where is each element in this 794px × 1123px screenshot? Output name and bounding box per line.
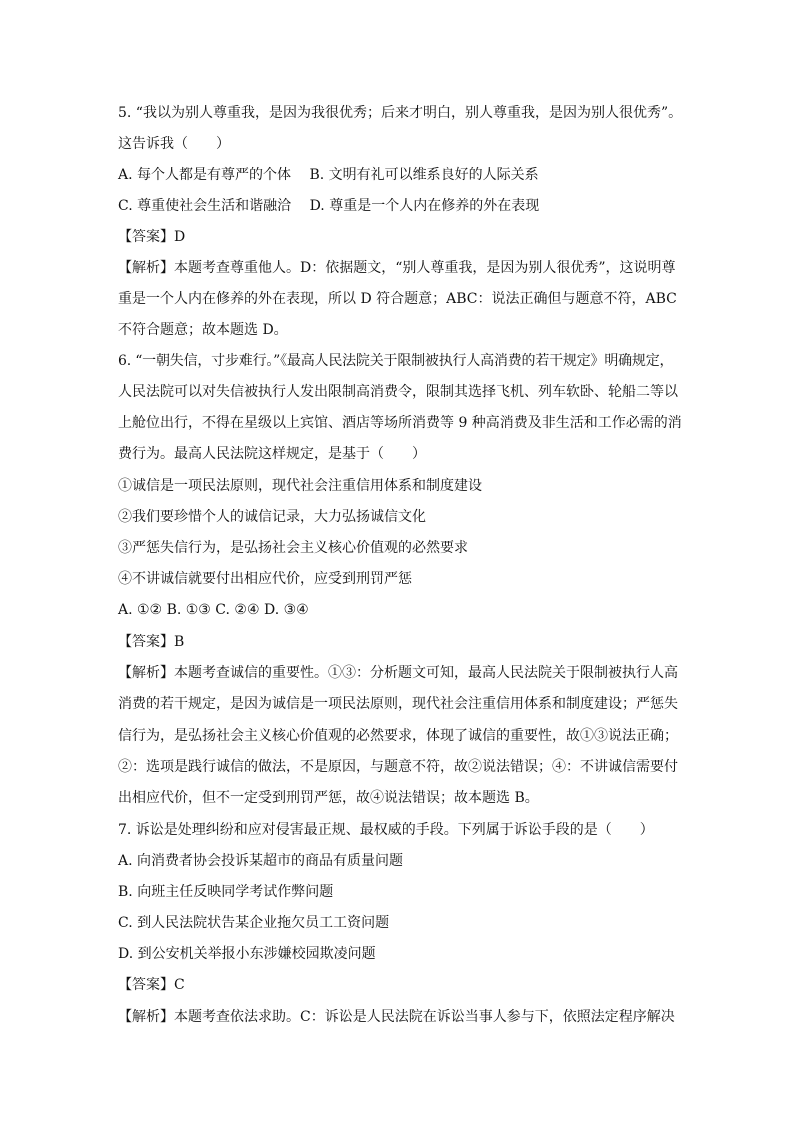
- q6-analysis-line-4: ②：选项是践行诚信的做法，不是原因，与题意不符，故②说法错误；④：不讲诚信需要付: [118, 759, 678, 775]
- q7-option-a: A. 向消费者协会投诉某超市的商品有质量问题: [118, 853, 404, 869]
- q5-options-ab: A. 每个人都是有尊严的个体 B. 文明有礼可以维系良好的人际关系: [118, 167, 539, 183]
- q7-stem-line-1: 7. 诉讼是处理纠纷和应对侵害最正规、最权威的手段。下列属于诉讼手段的是（ ）: [118, 822, 654, 838]
- q5-answer: 【答案】D: [118, 229, 186, 245]
- q6-item-3: ③严惩失信行为，是弘扬社会主义核心价值观的必然要求: [118, 540, 468, 556]
- q7-option-d: D. 到公安机关举报小东涉嫌校园欺凌问题: [118, 946, 376, 962]
- q7-option-c: C. 到人民法院状告某企业拖欠员工工资问题: [118, 915, 390, 931]
- q6-options: A. ①② B. ①③ C. ②④ D. ③④: [118, 602, 309, 618]
- q6-analysis-line-3: 信行为，是弘扬社会主义核心价值观的必然要求，体现了诚信的重要性，故①③说法正确；: [118, 728, 678, 744]
- q7-analysis-line-1: 【解析】本题考查依法求助。C：诉讼是人民法院在诉讼当事人参与下，依照法定程序解决: [118, 1009, 675, 1025]
- q5-analysis-line-2: 重是一个人内在修养的外在表现，所以 D 符合题意；ABC：说法正确但与题意不符，ABC: [118, 291, 677, 307]
- q6-analysis-line-5: 出相应代价，但不一定受到刑罚严惩，故④说法错误；故本题选 B。: [118, 790, 539, 806]
- q6-item-1: ①诚信是一项民法原则，现代社会注重信用体系和制度建设: [118, 478, 482, 494]
- q6-analysis-line-1: 【解析】本题考查诚信的重要性。①③：分析题文可知，最高人民法院关于限制被执行人高: [118, 665, 678, 681]
- q7-option-b: B. 向班主任反映同学考试作弊问题: [118, 884, 334, 900]
- q6-answer: 【答案】B: [118, 634, 185, 650]
- q6-stem-line-1: 6. “一朝失信，寸步难行。”《最高人民法院关于限制被执行人高消费的若干规定》明确规定，: [118, 353, 674, 369]
- q6-item-2: ②我们要珍惜个人的诚信记录，大力弘扬诚信文化: [118, 509, 426, 525]
- q6-analysis-line-2: 消费的若干规定，是因为诚信是一项民法原则，现代社会注重信用体系和制度建设；严惩失: [118, 696, 678, 712]
- q5-stem-line-2: 这告诉我（ ）: [118, 136, 230, 152]
- q5-analysis-line-1: 【解析】本题考查尊重他人。D：依据题文，“别人尊重我，是因为别人很优秀”，这说明尊: [118, 260, 676, 276]
- q6-stem-line-4: 费行为。最高人民法院这样规定，是基于（ ）: [118, 446, 426, 462]
- q5-stem-line-1: 5. “我以为别人尊重我，是因为我很优秀；后来才明白，别人尊重我，是因为别人很优秀”。: [118, 105, 683, 121]
- q6-stem-line-2: 人民法院可以对失信被执行人发出限制高消费令，限制其选择飞机、列车软卧、轮船二等以: [118, 384, 678, 400]
- q5-analysis-line-3: 不符合题意；故本题选 D。: [118, 322, 288, 338]
- q5-options-cd: C. 尊重使社会生活和谐融洽 D. 尊重是一个人内在修养的外在表现: [118, 198, 540, 214]
- q7-answer: 【答案】C: [118, 977, 185, 993]
- q6-item-4: ④不讲诚信就要付出相应代价，应受到刑罚严惩: [118, 571, 412, 587]
- q6-stem-line-3: 上舱位出行，不得在星级以上宾馆、酒店等场所消费等 9 种高消费及非生活和工作必需的消: [118, 415, 682, 431]
